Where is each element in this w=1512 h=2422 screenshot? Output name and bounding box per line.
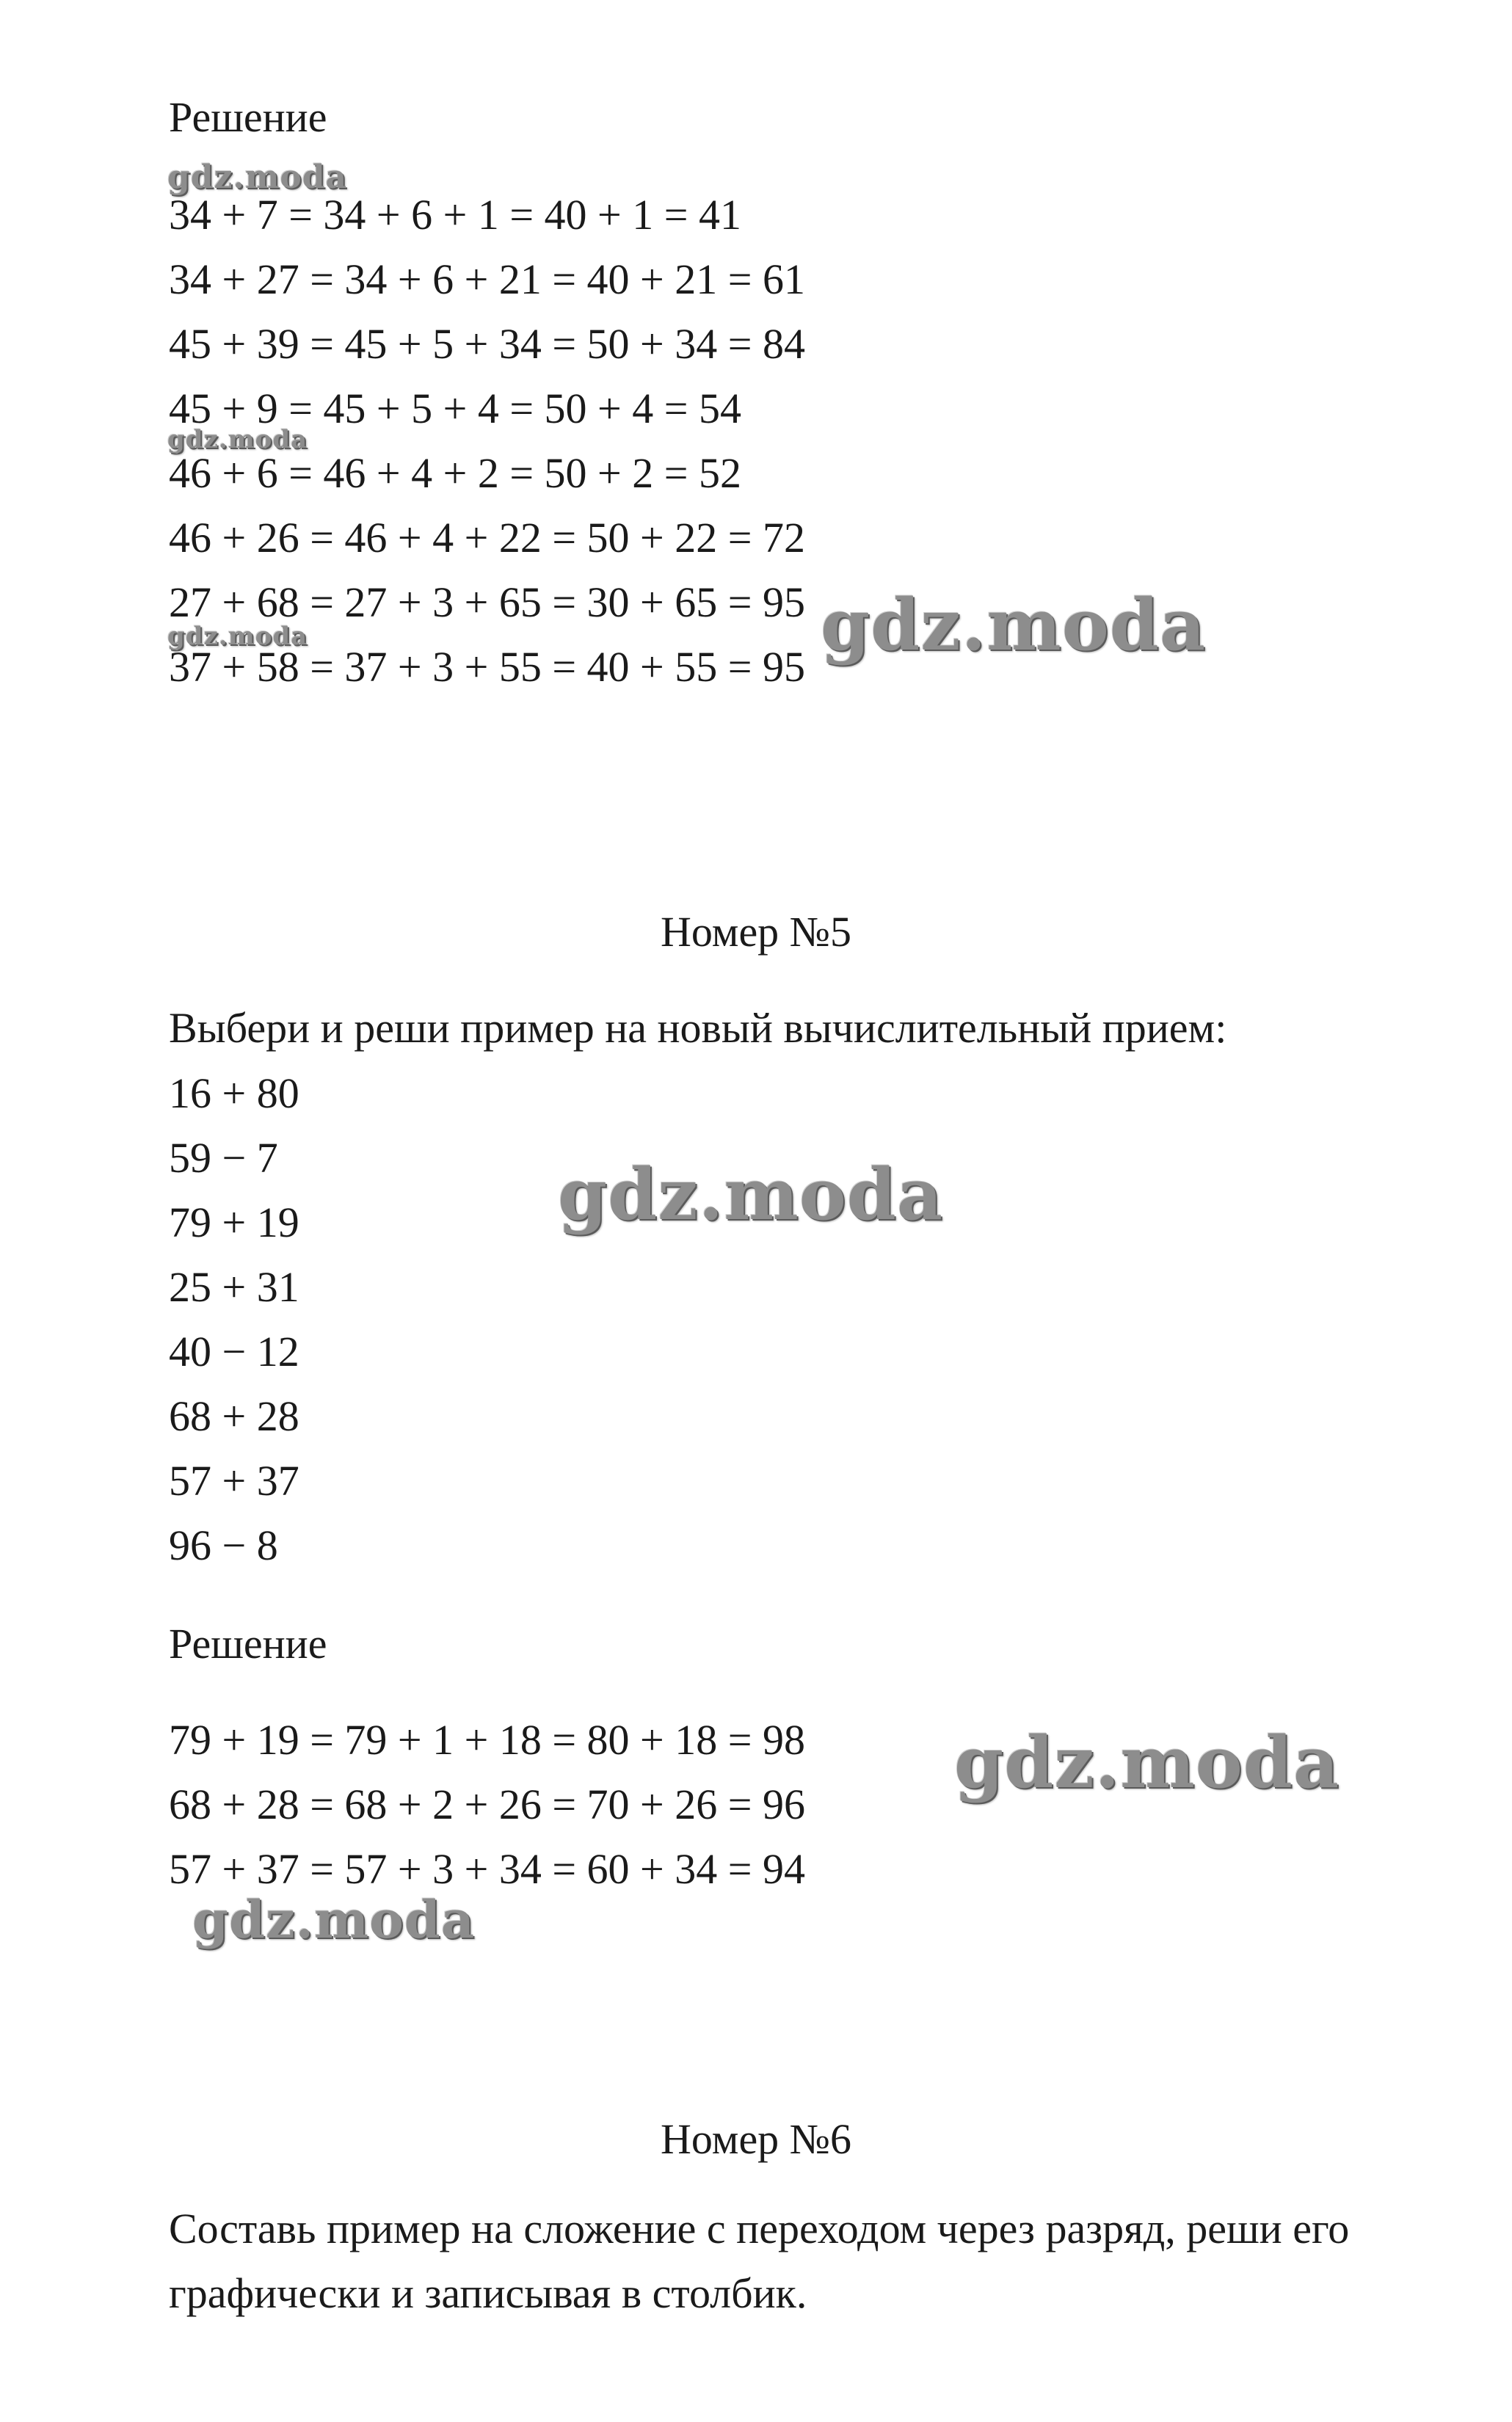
watermark-text: gdz.moda [954, 1721, 1340, 1804]
example-line: 79 + 19 [169, 1199, 299, 1246]
equation-line: 37 + 58 = 37 + 3 + 55 = 40 + 55 = 95 [169, 643, 805, 691]
equation-line: 45 + 39 = 45 + 5 + 34 = 50 + 34 = 84 [169, 320, 805, 368]
example-line: 57 + 37 [169, 1457, 299, 1505]
example-line: 96 − 8 [169, 1521, 278, 1569]
task-prompt-6: Составь пример на сложение с переходом через разряд, реши его графически и записывая в столбик. [169, 2205, 1350, 2317]
equation-line: 27 + 68 = 27 + 3 + 65 = 30 + 65 = 95 [169, 578, 805, 626]
task-prompt-5: Выбери и реши пример на новый вычислительный прием: [169, 1004, 1227, 1052]
equation-line: 34 + 7 = 34 + 6 + 1 = 40 + 1 = 41 [169, 191, 741, 239]
equation-line: 46 + 6 = 46 + 4 + 2 = 50 + 2 = 52 [169, 449, 741, 497]
watermark-text: gdz.moda [192, 1889, 476, 1950]
example-line: 59 − 7 [169, 1134, 278, 1182]
solution-line: 68 + 28 = 68 + 2 + 26 = 70 + 26 = 96 [169, 1781, 805, 1828]
watermark-text: gdz.moda [167, 622, 308, 651]
task-heading-5: Номер №5 [660, 908, 852, 956]
example-line: 40 − 12 [169, 1328, 299, 1375]
equation-line: 46 + 26 = 46 + 4 + 22 = 50 + 22 = 72 [169, 514, 805, 561]
equation-line: 34 + 27 = 34 + 6 + 21 = 40 + 21 = 61 [169, 255, 805, 303]
equation-line: 45 + 9 = 45 + 5 + 4 = 50 + 4 = 54 [169, 385, 741, 432]
watermark-text: gdz.moda [821, 583, 1207, 666]
example-line: 68 + 28 [169, 1392, 299, 1440]
solution-label-top: Решение [169, 93, 327, 141]
example-line: 16 + 80 [169, 1069, 299, 1117]
solution-label-5: Решение [169, 1620, 327, 1668]
watermark-text: gdz.moda [167, 159, 348, 196]
solution-line: 57 + 37 = 57 + 3 + 34 = 60 + 34 = 94 [169, 1845, 805, 1893]
task-heading-6: Номер №6 [660, 2115, 852, 2163]
example-line: 25 + 31 [169, 1263, 299, 1311]
solution-line: 79 + 19 = 79 + 1 + 18 = 80 + 18 = 98 [169, 1716, 805, 1764]
watermark-text: gdz.moda [167, 425, 308, 454]
watermark-text: gdz.moda [558, 1153, 944, 1236]
